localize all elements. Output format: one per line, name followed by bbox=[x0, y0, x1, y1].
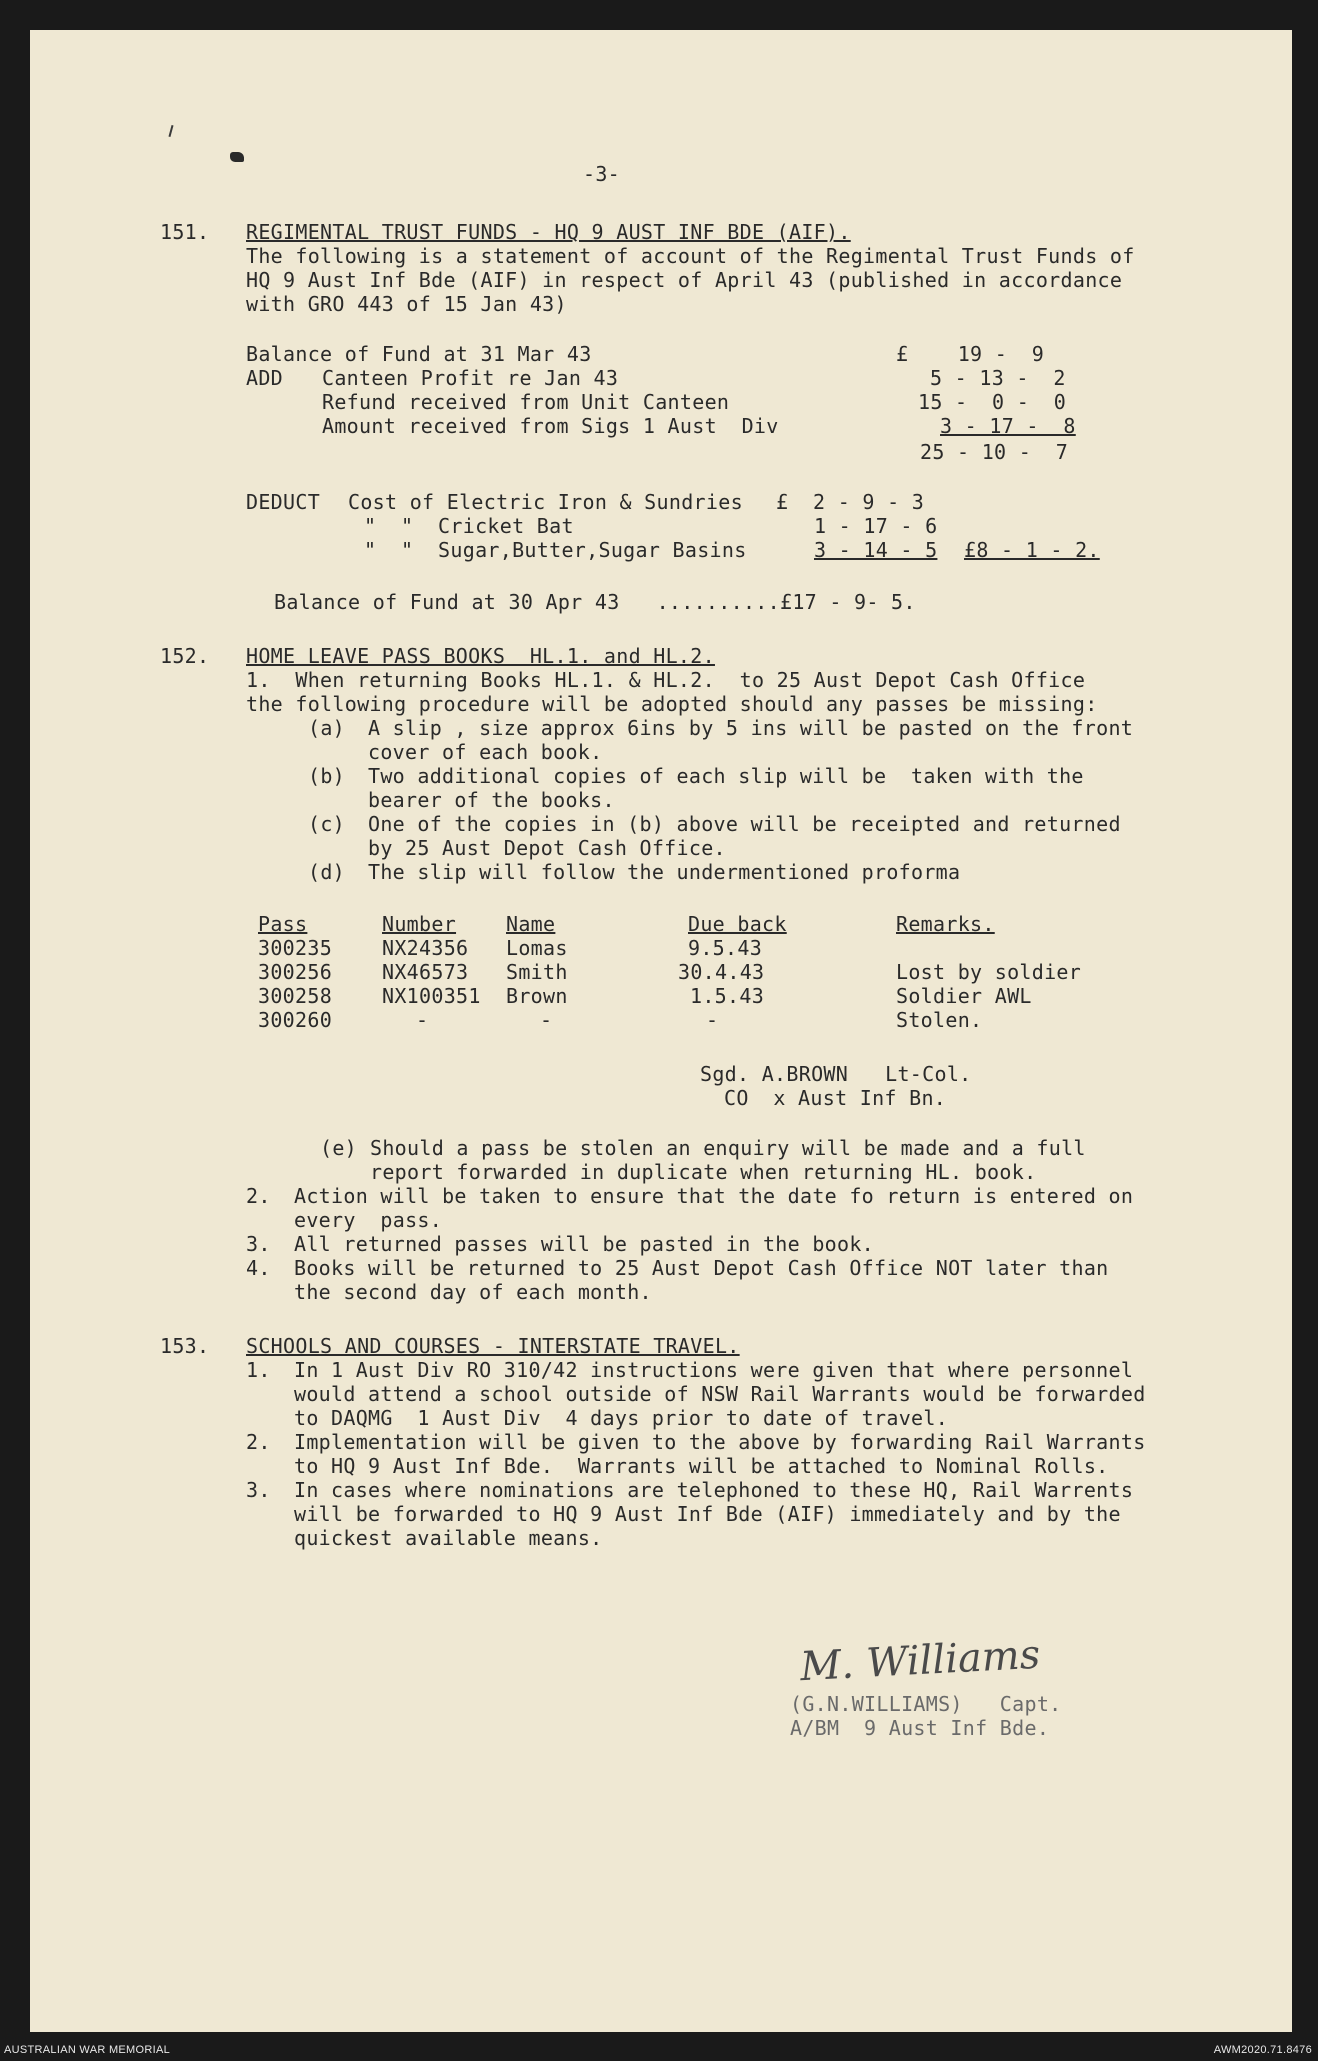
point-text: quickest available means. bbox=[294, 1526, 603, 1550]
ink-mark bbox=[230, 152, 244, 162]
point-text: In cases where nominations are telephoned to these HQ, Rail Warrents bbox=[294, 1478, 1134, 1502]
point-number: 2. bbox=[246, 1184, 271, 1208]
point-text: will be forwarded to HQ 9 Aust Inf Bde (AIF) immediately and by the bbox=[294, 1502, 1121, 1526]
signatory-title: A/BM 9 Aust Inf Bde. bbox=[790, 1716, 1050, 1740]
add-item-label: Amount received from Sigs 1 Aust Div bbox=[322, 414, 779, 438]
table-header: Due back bbox=[688, 912, 787, 936]
subtotal-amount: 25 - 10 - 7 bbox=[920, 440, 1069, 464]
table-cell: NX46573 bbox=[382, 960, 469, 984]
section-152-para: 1. When returning Books HL.1. & HL.2. to 25 Aust Depot Cash Office bbox=[246, 668, 1086, 692]
section-151-intro-line: HQ 9 Aust Inf Bde (AIF) in respect of April 43 (published in accordance bbox=[246, 268, 1123, 292]
list-marker: (e) bbox=[320, 1136, 358, 1160]
list-item-text: bearer of the books. bbox=[368, 788, 615, 812]
table-cell: NX100351 bbox=[382, 984, 481, 1008]
deduct-item-amount: 3 - 14 - 5 bbox=[814, 538, 938, 562]
table-cell: Smith bbox=[506, 960, 568, 984]
table-header: Name bbox=[506, 912, 556, 936]
section-153-title: SCHOOLS AND COURSES - INTERSTATE TRAVEL. bbox=[246, 1334, 740, 1358]
section-152-number: 152. bbox=[160, 644, 210, 668]
list-item-text: cover of each book. bbox=[368, 740, 603, 764]
point-text: Implementation will be given to the above by forwarding Rail Warrants bbox=[294, 1430, 1146, 1454]
table-cell: Stolen. bbox=[896, 1008, 983, 1032]
point-text: to HQ 9 Aust Inf Bde. Warrants will be attached to Nominal Rolls. bbox=[294, 1454, 1109, 1478]
point-number: 2. bbox=[246, 1430, 271, 1454]
list-item-text: One of the copies in (b) above will be receipted and returned bbox=[368, 812, 1121, 836]
section-151-number: 151. bbox=[160, 220, 210, 244]
table-cell: Brown bbox=[506, 984, 568, 1008]
table-cell: 300256 bbox=[258, 960, 333, 984]
add-item-amount: 5 - 13 - 2 bbox=[930, 366, 1066, 390]
table-cell: 30.4.43 bbox=[678, 960, 765, 984]
deduct-total: £8 - 1 - 2. bbox=[964, 538, 1100, 562]
list-item-text: Two additional copies of each slip will be taken with the bbox=[368, 764, 1084, 788]
section-151-title: REGIMENTAL TRUST FUNDS - HQ 9 AUST INF BDE (AIF). bbox=[246, 220, 851, 244]
point-text: All returned passes will be pasted in the book. bbox=[294, 1232, 875, 1256]
list-item-text: Should a pass be stolen an enquiry will be made and a full bbox=[370, 1136, 1086, 1160]
table-cell: 300235 bbox=[258, 936, 333, 960]
table-cell: NX24356 bbox=[382, 936, 469, 960]
footer-accession-number: AWM2020.71.8476 bbox=[1213, 2044, 1312, 2056]
section-152-para: the following procedure will be adopted should any passes be missing: bbox=[246, 692, 1098, 716]
footer-archive-name: AUSTRALIAN WAR MEMORIAL bbox=[4, 2044, 171, 2056]
point-number: 1. bbox=[246, 1358, 271, 1382]
table-cell: 300260 bbox=[258, 1008, 333, 1032]
list-item-text: report forwarded in duplicate when returning HL. book. bbox=[370, 1160, 1037, 1184]
section-153-number: 153. bbox=[160, 1334, 210, 1358]
section-151-intro-line: The following is a statement of account of the Regimental Trust Funds of bbox=[246, 244, 1135, 268]
point-number: 3. bbox=[246, 1232, 271, 1256]
table-cell: 1.5.43 bbox=[690, 984, 765, 1008]
table-cell: 9.5.43 bbox=[688, 936, 763, 960]
table-header: Pass bbox=[258, 912, 308, 936]
table-cell: 300258 bbox=[258, 984, 333, 1008]
list-marker: (b) bbox=[308, 764, 346, 788]
list-marker: (d) bbox=[308, 860, 346, 884]
point-text: In 1 Aust Div RO 310/42 instructions were given that where personnel bbox=[294, 1358, 1134, 1382]
list-item-text: The slip will follow the undermentioned proforma bbox=[368, 860, 961, 884]
table-cell: - bbox=[540, 1008, 553, 1032]
deduct-item-label: " " Sugar,Butter,Sugar Basins bbox=[364, 538, 747, 562]
point-number: 3. bbox=[246, 1478, 271, 1502]
handwritten-signature: M. Williams bbox=[798, 1631, 1042, 1691]
point-text: to DAQMG 1 Aust Div 4 days prior to date of travel. bbox=[294, 1406, 949, 1430]
signatory-name: (G.N.WILLIAMS) Capt. bbox=[790, 1692, 1062, 1716]
table-header: Remarks. bbox=[896, 912, 995, 936]
table-cell: Lost by soldier bbox=[896, 960, 1082, 984]
point-text: every pass. bbox=[294, 1208, 443, 1232]
add-label: ADD bbox=[246, 366, 284, 390]
table-cell: Lomas bbox=[506, 936, 568, 960]
page-number: -3- bbox=[583, 162, 621, 186]
table-header: Number bbox=[382, 912, 457, 936]
add-item-amount: 15 - 0 - 0 bbox=[918, 390, 1067, 414]
deduct-item-amount: £ 2 - 9 - 3 bbox=[776, 490, 925, 514]
deduct-item-label: Cost of Electric Iron & Sundries bbox=[348, 490, 743, 514]
add-item-label: Canteen Profit re Jan 43 bbox=[322, 366, 619, 390]
point-text: would attend a school outside of NSW Rail Warrants would be forwarded bbox=[294, 1382, 1146, 1406]
opening-balance-amount: £ 19 - 9 bbox=[896, 342, 1045, 366]
ink-mark bbox=[168, 125, 173, 137]
point-text: the second day of each month. bbox=[294, 1280, 652, 1304]
add-item-amount: 3 - 17 - 8 bbox=[940, 414, 1076, 438]
table-cell: Soldier AWL bbox=[896, 984, 1032, 1008]
point-number: 4. bbox=[246, 1256, 271, 1280]
table-cell: - bbox=[416, 1008, 429, 1032]
list-marker: (a) bbox=[308, 716, 346, 740]
signed-line: Sgd. A.BROWN Lt-Col. bbox=[700, 1062, 972, 1086]
section-152-title: HOME LEAVE PASS BOOKS HL.1. and HL.2. bbox=[246, 644, 715, 668]
list-marker: (c) bbox=[308, 812, 346, 836]
deduct-item-amount: 1 - 17 - 6 bbox=[814, 514, 938, 538]
table-cell: - bbox=[706, 1008, 719, 1032]
opening-balance-label: Balance of Fund at 31 Mar 43 bbox=[246, 342, 592, 366]
add-item-label: Refund received from Unit Canteen bbox=[322, 390, 730, 414]
deduct-item-label: " " Cricket Bat bbox=[364, 514, 574, 538]
signed-line: CO x Aust Inf Bn. bbox=[724, 1086, 947, 1110]
deduct-label: DEDUCT bbox=[246, 490, 321, 514]
closing-balance: Balance of Fund at 30 Apr 43 ..........£17 - 9- 5. bbox=[274, 590, 916, 614]
point-text: Action will be taken to ensure that the date fo return is entered on bbox=[294, 1184, 1134, 1208]
section-151-intro-line: with GRO 443 of 15 Jan 43) bbox=[246, 292, 567, 316]
list-item-text: by 25 Aust Depot Cash Office. bbox=[368, 836, 726, 860]
point-text: Books will be returned to 25 Aust Depot Cash Office NOT later than bbox=[294, 1256, 1109, 1280]
list-item-text: A slip , size approx 6ins by 5 ins will be pasted on the front bbox=[368, 716, 1134, 740]
document-page bbox=[30, 30, 1292, 2032]
